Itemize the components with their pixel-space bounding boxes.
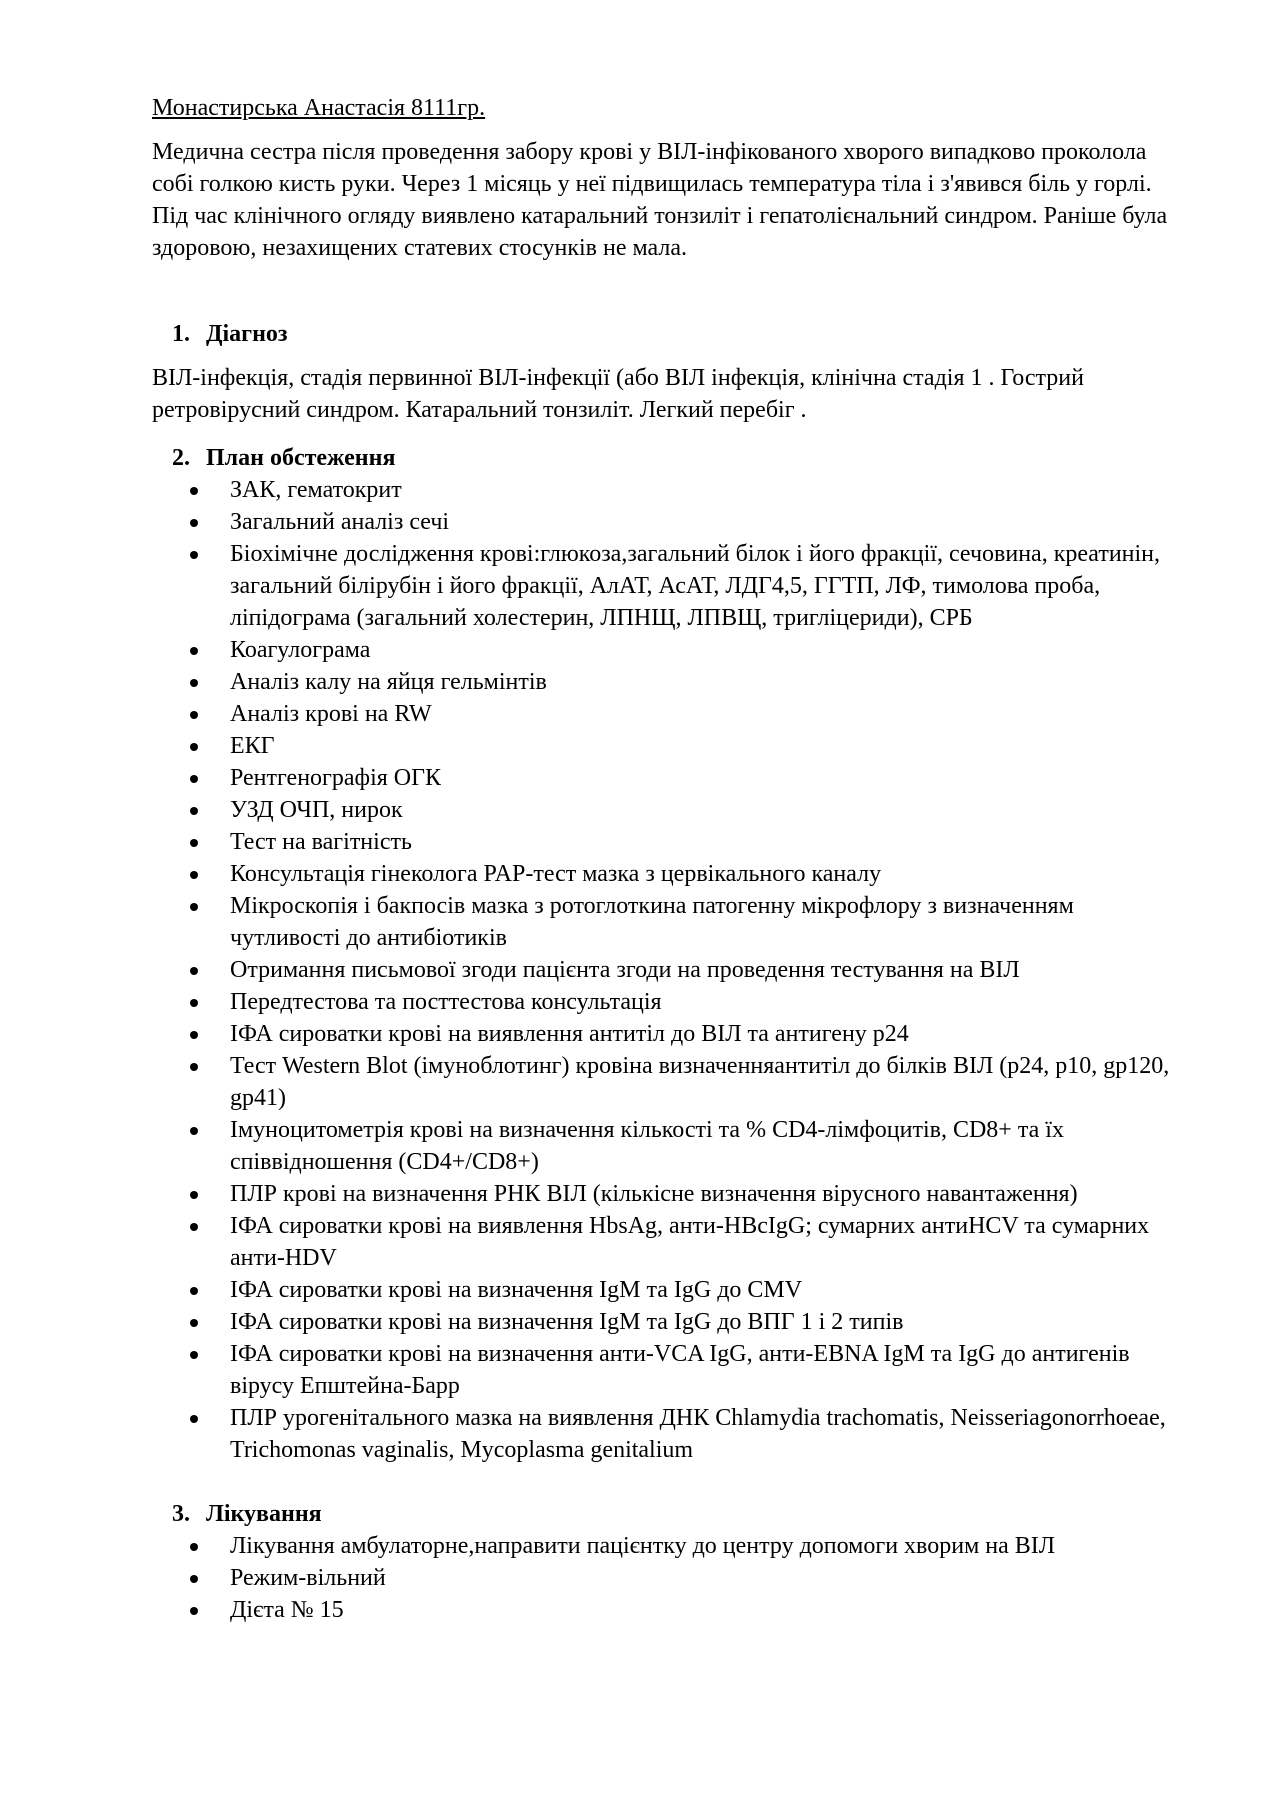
list-item [152, 1338, 1182, 1402]
section-title: Діагноз [206, 321, 288, 347]
section-number: 3. [172, 1501, 190, 1527]
list-item [152, 1562, 1182, 1594]
list-item [152, 538, 1182, 634]
treatment-list [152, 1530, 1182, 1626]
list-item-text: ІФА сироватки крові на визначення IgM та IgG до CMV [230, 1277, 803, 1303]
list-item [152, 1114, 1182, 1178]
list-item [152, 858, 1182, 890]
bullet-icon [190, 679, 198, 687]
bullet-icon [190, 1287, 198, 1295]
list-item-text: Імуноцитометрія крові на визначення кількості та % CD4-лімфоцитів, CD8+ та їх співвідношення (CD4+/CD8+) [230, 1117, 1064, 1175]
list-item [152, 1306, 1182, 1338]
list-item [152, 1530, 1182, 1562]
list-item-text: УЗД ОЧП, нирок [230, 797, 403, 823]
bullet-icon [190, 519, 198, 527]
section-title: Лікування [206, 1501, 322, 1527]
bullet-icon [190, 839, 198, 847]
bullet-icon [190, 1351, 198, 1359]
section-number: 1. [172, 321, 190, 347]
list-item-text: ЕКГ [230, 733, 275, 759]
list-item [152, 1178, 1182, 1210]
diagnosis-text: ВІЛ-інфекція, стадія первинної ВІЛ-інфекції (або ВІЛ інфекція, клінічна стадія 1 . Гострий ретровірусний синдром. Катаральний тонзиліт. Легкий перебіг . [152, 365, 1084, 423]
list-item [152, 1402, 1182, 1466]
bullet-icon [190, 1543, 198, 1551]
list-item-text: Рентгенографія ОГК [230, 765, 442, 791]
bullet-icon [190, 999, 198, 1007]
list-item-text: Аналіз крові на RW [230, 701, 432, 727]
spacer [152, 350, 1182, 362]
list-item-text: ПЛР урогенітального мазка на виявлення ДНК Chlamydia trachomatis, Neisseriagonorrhoeae, Trichomonas vaginalis, Mycoplasma genitalium [230, 1405, 1166, 1463]
list-item [152, 1018, 1182, 1050]
list-item-text: Тест Western Blot (імуноблотинг) кровіна визначенняантитіл до білків ВІЛ (p24, p10, gp120, gp41) [230, 1053, 1170, 1111]
section-treatment-heading [152, 1498, 1182, 1530]
section-title: План обстеження [206, 445, 396, 471]
list-item [152, 506, 1182, 538]
bullet-icon [190, 1607, 198, 1615]
bullet-icon [190, 647, 198, 655]
list-item-text: Мікроскопія і бакпосів мазка з ротоглоткина патогенну мікрофлору з визначенням чутливості до антибіотиків [230, 893, 1074, 951]
list-item-text: Консультація гінеколога PAP-тест мазка з цервікального каналу [230, 861, 882, 887]
list-item-text: Біохімічне дослідження крові:глюкоза,загальний білок і його фракції, сечовина, креатинін, загальний білірубін і його фракції, АлАТ, АсАТ, ЛДГ4,5, ГГТП, ЛФ, тимолова проба, ліпідограма (загальний холестерин, ЛПНЩ, ЛПВЩ, тригліцериди), СРБ [230, 541, 1161, 631]
list-item-text: Лікування амбулаторне,направити пацієнтку до центру допомоги хворим на ВІЛ [230, 1533, 1056, 1559]
list-item-text: Отримання письмової згоди пацієнта згоди на проведення тестування на ВІЛ [230, 957, 1020, 983]
section-number: 2. [172, 445, 190, 471]
list-item [152, 762, 1182, 794]
list-item [152, 794, 1182, 826]
list-item [152, 826, 1182, 858]
list-item-text: ПЛР крові на визначення РНК ВІЛ (кількісне визначення вірусного навантаження) [230, 1181, 1078, 1207]
bullet-icon [190, 1575, 198, 1583]
list-item [152, 698, 1182, 730]
bullet-icon [190, 1191, 198, 1199]
section-exam-plan-heading [152, 442, 1182, 474]
bullet-icon [190, 807, 198, 815]
bullet-icon [190, 711, 198, 719]
list-item-text: ІФА сироватки крові на визначення IgM та IgG до ВПГ 1 і 2 типів [230, 1309, 904, 1335]
author-line: Монастирська Анастасія 8111гр. [152, 95, 486, 121]
list-item [152, 1210, 1182, 1274]
list-item [152, 986, 1182, 1018]
list-item-text: ІФА сироватки крові на виявлення HbsAg, анти-HBcIgG; сумарних антиHCV та сумарних анти-HDV [230, 1213, 1150, 1271]
list-item-text: Тест на вагітність [230, 829, 412, 855]
case-description: Медична сестра після проведення забору крові у ВІЛ-інфікованого хворого випадково проколола собі голкою кисть руки. Через 1 місяць у неї підвищилась температура тіла і з'явився біль у горлі. Під час клінічного огляду виявлено катаральний тонзиліт і гепатолієнальний синдром. Раніше була здоровою, незахищених статевих стосунків не мала. [152, 139, 1168, 261]
bullet-icon [190, 967, 198, 975]
list-item-text: Передтестова та посттестова консультація [230, 989, 662, 1015]
section-diagnosis-heading [152, 318, 1182, 350]
list-item [152, 1050, 1182, 1114]
list-item-text: ІФА сироватки крові на визначення анти-VCA IgG, анти-EBNA IgM та IgG до антигенів вірусу Епштейна-Барр [230, 1341, 1130, 1399]
bullet-icon [190, 871, 198, 879]
list-item-text: Режим-вільний [230, 1565, 386, 1591]
bullet-icon [190, 775, 198, 783]
spacer [152, 426, 1182, 442]
list-item [152, 730, 1182, 762]
bullet-icon [190, 1223, 198, 1231]
bullet-icon [190, 1319, 198, 1327]
spacer [152, 264, 1182, 318]
list-item [152, 474, 1182, 506]
list-item [152, 1274, 1182, 1306]
bullet-icon [190, 1415, 198, 1423]
list-item-text: Дієта № 15 [230, 1597, 344, 1623]
bullet-icon [190, 1031, 198, 1039]
list-item [152, 634, 1182, 666]
document-page [152, 92, 1182, 1626]
list-item-text: ЗАК, гематокрит [230, 477, 402, 503]
list-item [152, 954, 1182, 986]
list-item-text: Аналіз калу на яйця гельмінтів [230, 669, 547, 695]
bullet-icon [190, 487, 198, 495]
bullet-icon [190, 1127, 198, 1135]
list-item [152, 1594, 1182, 1626]
exam-plan-list [152, 474, 1182, 1466]
list-item [152, 890, 1182, 954]
bullet-icon [190, 551, 198, 559]
spacer [152, 1466, 1182, 1498]
list-item-text: Коагулограма [230, 637, 371, 663]
bullet-icon [190, 743, 198, 751]
bullet-icon [190, 1063, 198, 1071]
list-item [152, 666, 1182, 698]
list-item-text: Загальний аналіз сечі [230, 509, 450, 535]
list-item-text: ІФА сироватки крові на виявлення антитіл до ВІЛ та антигену p24 [230, 1021, 909, 1047]
bullet-icon [190, 903, 198, 911]
